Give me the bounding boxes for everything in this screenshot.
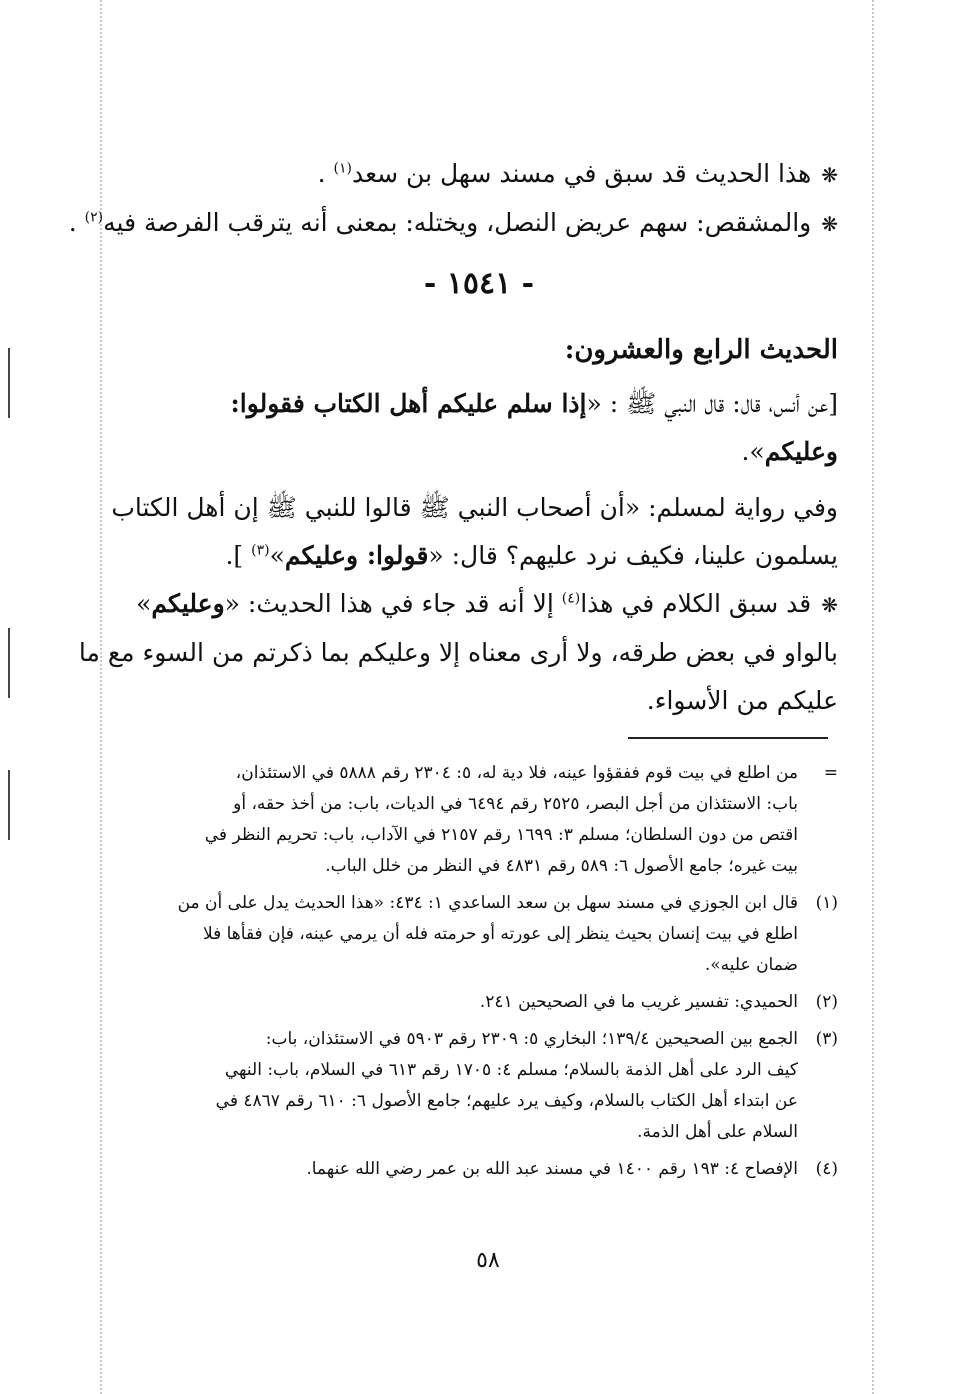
footnote-continuation: = من اطلع في بيت قوم ففقؤوا عينه، فلا دية له، ٥: ٢٣٠٤ رقم ٥٨٨٨ في الاستئذان، باب: الاستئذان من أجل البصر، ٢٥٢٥ رقم ٦٤٩٤ في الديات، باب: من أخذ حقه، أو اقتص من دون السلطان؛ مسلم ٣: ١٦٩٩ رقم ٢١٥٧ في الآداب، باب: تحريم النظر في بيت غيره؛ جامع الأصول ٦: ٥٨٩ رقم ٤٨٣١ في النظر من خلل الباب. — [204, 763, 838, 876]
text-line: ❋قد سبق الكلام في هذا$^{(٤)}$ إلا أنه قد جاء في هذا الحديث: «وعليكم» — [136, 589, 838, 618]
footnote-ref: (١) — [333, 160, 352, 177]
star-icon: ❋ — [821, 212, 838, 236]
hadith-number: - ١٥٤١ - — [423, 266, 535, 301]
text-line: عليكم من الأسواء. — [646, 686, 838, 715]
scan-edge-mark — [8, 770, 10, 840]
footnote-1: (١) قال ابن الجوزي في مسند سهل بن سعد الساعدي ١: ٤٣٤: «هذا الحديث يدل على أن من اطلع في بيت إنسان بحيث ينظر إلى عورته أو حرمته فله أن يرمي عينه، فإن فقأها فلا ضمان عليه». — [177, 893, 838, 975]
star-icon: ❋ — [821, 163, 838, 187]
footnote-3: (٣) الجمع بين الصحيحين ١٣٩/٤؛ البخاري ٥: ٢٣٠٩ رقم ٥٩٠٣ في الاستئذان، باب: كيف الرد على أهل الذمة بالسلام؛ مسلم ٤: ١٧٠٥ رقم ٦١٣ في السلام، باب: النهي عن ابتداء أهل الكتاب بالسلام، وكيف يرد عليهم؛ جامع الأصول ٦: ٦١٠ رقم ٤٨٦٧ في السلام على أهل الذمة. — [215, 1029, 838, 1142]
section-heading: الحديث الرابع والعشرون: — [564, 335, 838, 365]
footnote-ref: (٤) — [561, 590, 581, 607]
footnote-2: (٢) الحميدي: تفسير غريب ما في الصحيحين ٢٤١. — [479, 992, 838, 1012]
scan-guide-right — [872, 0, 874, 1394]
star-icon: ❋ — [821, 593, 838, 617]
scan-edge-mark — [8, 348, 10, 418]
text-line: ❋هذا الحديث قد سبق في مسند سهل بن سعد$^{(١)}$ . — [317, 159, 838, 188]
scan-edge-mark — [8, 628, 10, 698]
text-line: يسلمون علينا، فكيف نرد عليهم؟ قال: «قولوا: وعليكم»$^{(٣)}$ ]. — [225, 541, 838, 570]
text-line: وعليكم». — [741, 437, 838, 466]
text-line: بالواو في بعض طرقه، ولا أرى معناه إلا وعليكم بما ذكرتم من السوء مع ما — [78, 638, 838, 667]
footnote-ref: (٣) — [251, 542, 270, 559]
page-number: ٥٨ — [476, 1248, 500, 1273]
footnote-divider — [628, 737, 828, 739]
main-text — [68, 150, 838, 725]
footnote-4: (٤) الإفصاح ٤: ١٩٣ رقم ١٤٠٠ في مسند عبد الله بن عمر رضي الله عنهما. — [306, 1159, 838, 1179]
text-line: [عن أنس، قال: قال النبي ﷺ : «إذا سلم عليكم أهل الكتاب فقولوا: — [230, 389, 838, 418]
footnotes — [120, 758, 838, 1191]
footnote-ref: (٢) — [84, 209, 104, 226]
text-line: وفي رواية لمسلم: «أن أصحاب النبي ﷺ قالوا للنبي ﷺ إن أهل الكتاب — [111, 493, 838, 522]
text-line: ❋والمشقص: سهم عريض النصل، ويختله: بمعنى أنه يترقب الفرصة فيه$^{(٢)}$ . — [68, 208, 838, 237]
